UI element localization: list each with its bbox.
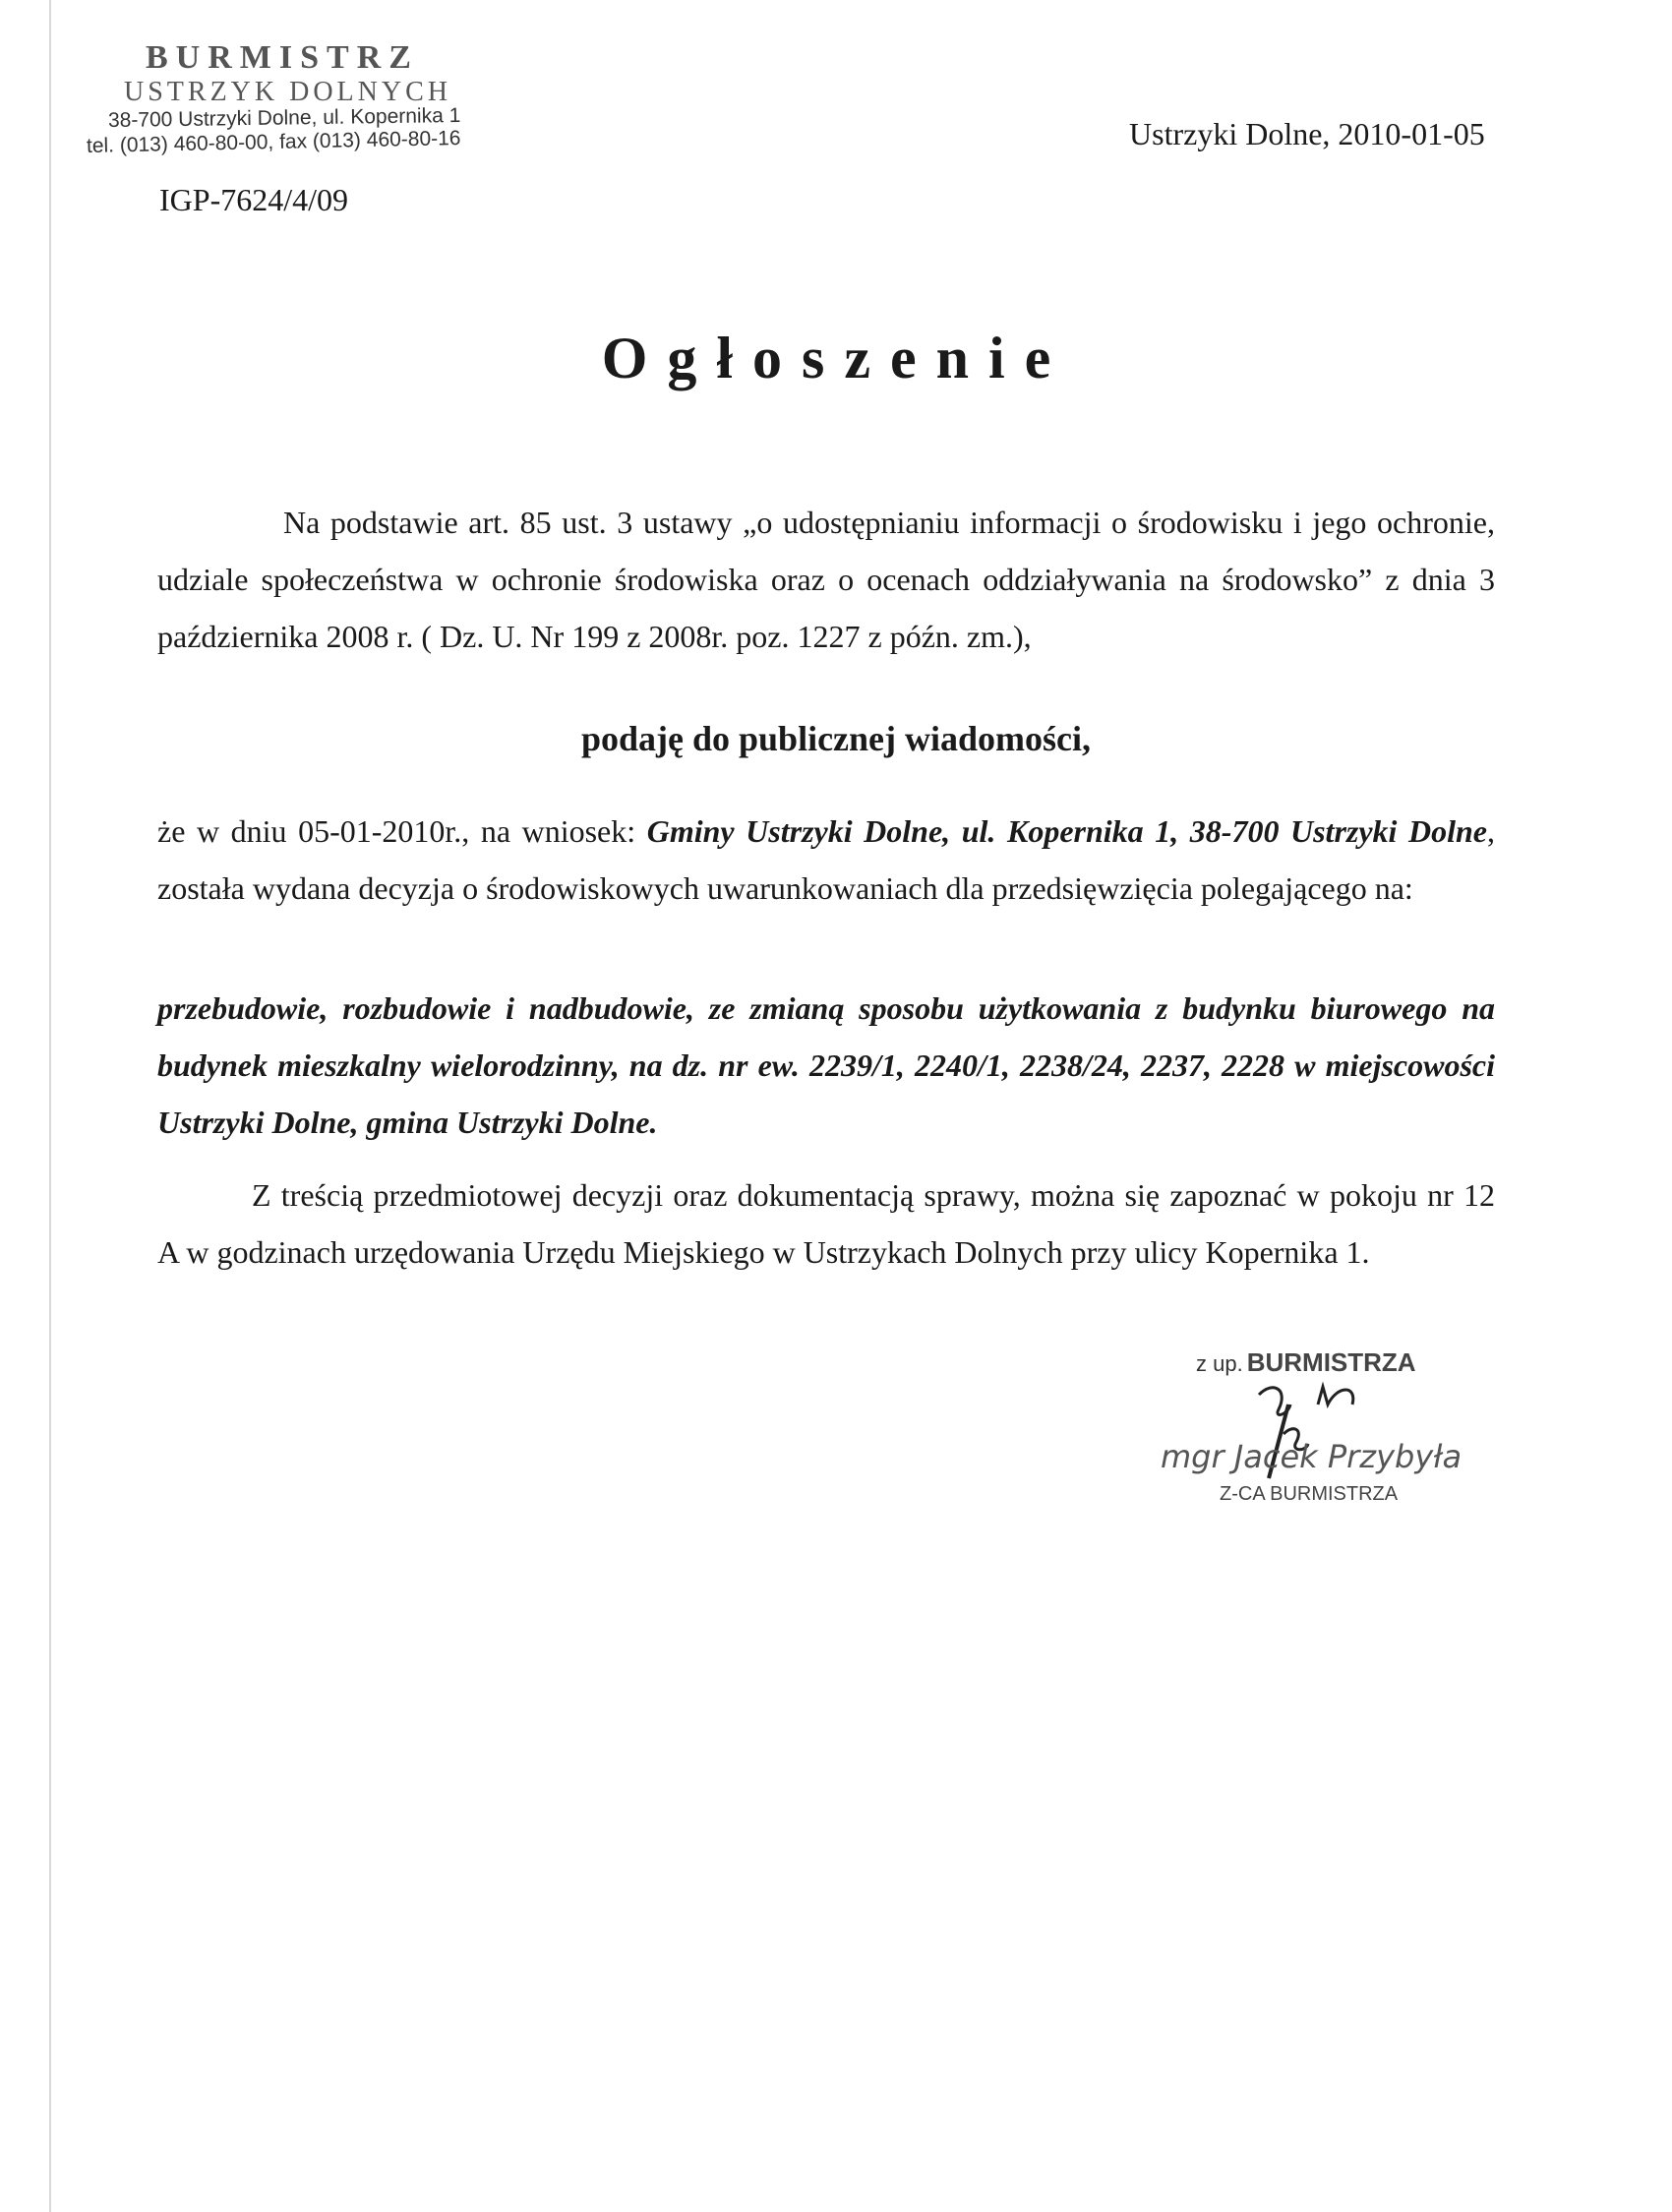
stamp-title: BURMISTRZ [146,39,419,76]
on-behalf-prefix: z up. [1196,1351,1243,1376]
stamp-address: 38-700 Ustrzyki Dolne, ul. Kopernika 1 [107,103,461,132]
decision-intro: że w dniu 05-01-2010r., na wniosek: [157,813,647,849]
announcement-heading: podaję do publicznej wiadomości, [580,719,1092,758]
stamp-phone: tel. (013) 460-80-00, fax (013) 460-80-16 [86,127,461,157]
legal-basis-paragraph: Na podstawie art. 85 ust. 3 ustawy „o udostępnianiu informacji o środowisku i jego ochronie, udziale społeczeństwa w ochronie środowiska oraz o ocenach oddziaływania na środowsko” z dnia 3 października 2008 r. ( Dz. U. Nr 199 z 2008r. poz. 1227 z późn. zm.), [157,505,1495,654]
on-behalf-stamp [1196,1347,1416,1378]
access-info-paragraph: Z treścią przedmiotowej decyzji oraz dokumentacją sprawy, można się zapoznać w pokoju nr 12 A w godzinach urzędowania Urzędu Miejskiego w Ustrzykach Dolnych przy ulicy Kopernika 1. [157,1177,1495,1270]
header-stamp [87,39,480,159]
signer-role: Z-CA BURMISTRZA [1220,1483,1399,1505]
stamp-subtitle: USTRZYK DOLNYCH [124,77,451,107]
signer-name: mgr Jacek Przybyła [1161,1438,1463,1475]
decision-outro: , została wydana decyzja o środowiskowych uwarunkowaniach dla przedsięwzięcia polegającego na: [157,813,1496,906]
project-description: przebudowie, rozbudowie i nadbudowie, ze zmianą sposobu użytkowania z budynku biurowego na budynek mieszkalny wielorodzinny, na dz. nr ew. 2239/1, 2240/1, 2238/24, 2237, 2228 w miejscowości Ustrzyki Dolne, gmina Ustrzyki Dolne. [157,990,1495,1140]
applicant-name: Gminy Ustrzyki Dolne, ul. Kopernika 1, 38-700 Ustrzyki Dolne [646,813,1488,849]
document-title: Ogłoszenie [601,326,1071,390]
document-date: Ustrzyki Dolne, 2010-01-05 [1129,116,1485,151]
reference-number: IGP-7624/4/09 [159,182,348,217]
on-behalf-title: BURMISTRZA [1246,1347,1416,1377]
decision-paragraph [157,803,1495,917]
